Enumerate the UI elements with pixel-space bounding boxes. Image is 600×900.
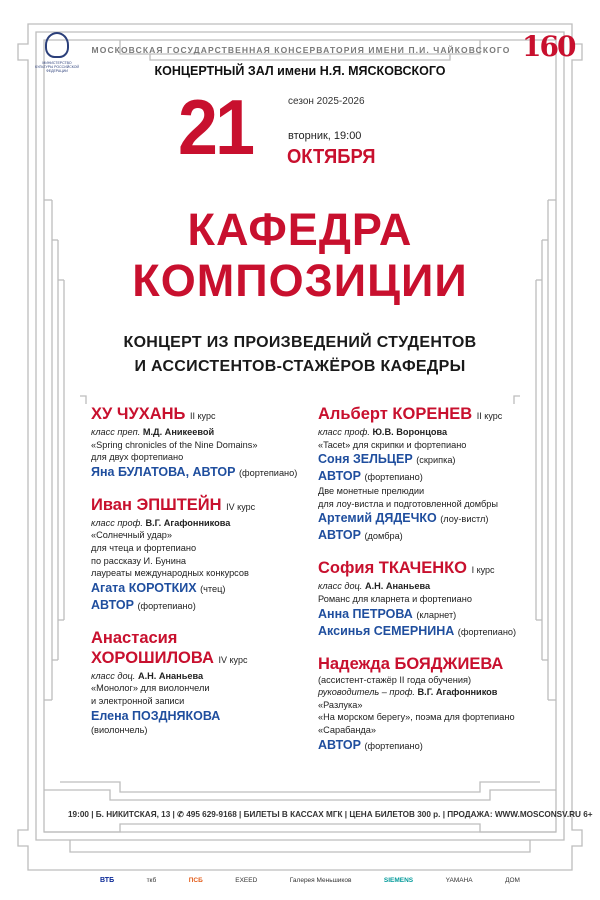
concert-day: 21 bbox=[178, 83, 253, 171]
student-status: (ассистент-стажёр II года обучения) bbox=[318, 674, 472, 685]
work-instrumentation: и электронной записи bbox=[91, 695, 185, 706]
performer-role: (виолончель) bbox=[91, 724, 148, 735]
work-note: лауреаты международных конкурсов bbox=[91, 568, 249, 579]
anniversary-logo: 160 bbox=[522, 30, 575, 63]
conservatory-name: МОСКОВСКАЯ ГОСУДАРСТВЕННАЯ КОНСЕРВАТОРИЯ ИМЕНИ П.И. ЧАЙКОВСКОГО bbox=[91, 45, 511, 55]
composer-block bbox=[318, 404, 568, 544]
program-left-column bbox=[91, 404, 341, 750]
composer-block bbox=[91, 628, 341, 736]
work-title: «Разлука» bbox=[318, 699, 363, 710]
concert-hall-name: КОНЦЕРТНЫЙ ЗАЛ имени Н.Я. МЯСКОВСКОГО bbox=[154, 64, 446, 78]
performer: Яна БУЛАТОВА, АВТОР (фортепиано) bbox=[91, 464, 298, 479]
teacher-line: класс доц. А.Н. Ананьева bbox=[91, 670, 204, 681]
work-title: «На морском берегу», поэма для фортепиано bbox=[318, 712, 515, 723]
concert-title-line1: КАФЕДРА bbox=[187, 204, 413, 255]
composer-name: Надежда БОЯДЖИЕВА bbox=[318, 654, 504, 673]
work-title: «Tacet» для скрипки и фортепиано bbox=[318, 439, 467, 450]
sponsor-logo: EXEED bbox=[235, 877, 258, 884]
program-right-column bbox=[318, 404, 568, 768]
composer-block bbox=[318, 654, 568, 754]
composer-first-name: Анастасия bbox=[91, 628, 178, 647]
teacher-line: класс доц. А.Н. Ананьева bbox=[318, 581, 431, 592]
event-info-footer: 19:00 | Б. НИКИТСКАЯ, 13 | ✆ 495 629-9168 | БИЛЕТЫ В КАССАХ МГК | ЦЕНА БИЛЕТОВ 300 р. | ПРОДАЖА: WWW.MOSCONSV.RU 6+ bbox=[68, 810, 593, 819]
work-note: по рассказу И. Бунина bbox=[91, 555, 187, 566]
teacher-line: класс проф. В.Г. Агафонникова bbox=[91, 517, 231, 528]
work-instrumentation: для двух фортепиано bbox=[91, 452, 184, 463]
ministry-text: МИНИСТЕРСТВО КУЛЬТУРЫ РОССИЙСКОЙ ФЕДЕРАЦИИ bbox=[34, 61, 80, 73]
work-title: «Монолог» для виолончели bbox=[91, 683, 210, 694]
teacher-line: руководитель – проф. В.Г. Агафонников bbox=[318, 687, 498, 698]
work-instrumentation: для лоу-вистла и подготовленной домбры bbox=[318, 498, 498, 509]
performer: Агата КОРОТКИХ (чтец) bbox=[91, 580, 226, 595]
weekday-time: вторник, 19:00 bbox=[288, 130, 362, 142]
performer: АВТОР (домбра) bbox=[318, 528, 403, 543]
season-label: сезон 2025-2026 bbox=[288, 96, 365, 107]
work-title: Романс для кларнета и фортепиано bbox=[318, 593, 472, 604]
teacher-line: класс преп. М.Д. Аникеевой bbox=[91, 427, 215, 437]
concert-subtitle-line2: И АССИСТЕНТОВ-СТАЖЁРОВ КАФЕДРЫ bbox=[134, 358, 466, 375]
composer-last-name: ХОРОШИЛОВА IV курс bbox=[91, 648, 248, 667]
performer: Соня ЗЕЛЬЦЕР (скрипка) bbox=[318, 452, 456, 467]
composer-name: Альберт КОРЕНЕВ II курс bbox=[318, 405, 503, 423]
concert-subtitle-line1: КОНЦЕРТ ИЗ ПРОИЗВЕДЕНИЙ СТУДЕНТОВ bbox=[123, 334, 477, 351]
performer: АВТОР (фортепиано) bbox=[318, 737, 423, 752]
composer-block bbox=[91, 495, 341, 614]
work-instrumentation: для чтеца и фортепиано bbox=[91, 542, 197, 553]
performer: Аксинья СЕМЕРНИНА (фортепиано) bbox=[318, 623, 517, 638]
work-title: «Сарабанда» bbox=[318, 724, 376, 735]
composer-block bbox=[318, 558, 568, 639]
performer: АВТОР (фортепиано) bbox=[91, 597, 196, 612]
sponsor-logo: ВТБ bbox=[100, 877, 115, 884]
sponsor-logo: SIEMENS bbox=[383, 877, 414, 884]
work-title: Две монетные прелюдии bbox=[318, 486, 425, 497]
sponsor-logo: YAMAHA bbox=[445, 877, 473, 884]
work-title: «Spring chronicles of the Nine Domains» bbox=[91, 439, 258, 450]
composer-block bbox=[91, 404, 341, 481]
coat-of-arms-icon bbox=[45, 32, 69, 58]
sponsor-logo: Галерея Меньшиков bbox=[289, 877, 352, 884]
ministry-logo bbox=[34, 32, 80, 73]
concert-title-line2: КОМПОЗИЦИИ bbox=[132, 255, 468, 306]
composer-name: Иван ЭПШТЕЙН IV курс bbox=[91, 495, 256, 514]
performer: Анна ПЕТРОВА (кларнет) bbox=[318, 606, 457, 621]
composer-name: ХУ ЧУХАНЬ II курс bbox=[91, 405, 216, 423]
sponsor-logo: ДОМ bbox=[505, 877, 520, 884]
work-title: «Солнечный удар» bbox=[91, 530, 173, 541]
sponsor-logos bbox=[100, 877, 520, 884]
teacher-line: класс проф. Ю.В. Воронцова bbox=[318, 427, 448, 437]
performer: Елена ПОЗДНЯКОВА bbox=[91, 708, 221, 723]
performer: АВТОР (фортепиано) bbox=[318, 469, 423, 484]
concert-month: ОКТЯБРЯ bbox=[287, 146, 376, 168]
composer-name: София ТКАЧЕНКО I курс bbox=[318, 559, 495, 578]
performer: Артемий ДЯДЕЧКО (лоу-вистл) bbox=[318, 511, 489, 526]
sponsor-logo: ткб bbox=[146, 877, 157, 884]
sponsor-logo: ПСБ bbox=[188, 877, 203, 884]
